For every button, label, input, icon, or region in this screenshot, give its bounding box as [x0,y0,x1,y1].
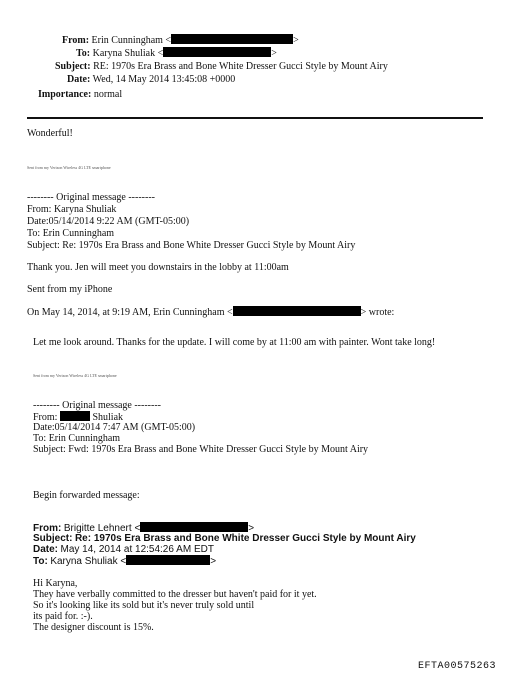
header-subject-row [55,60,388,73]
reply-body: Wonderful! [27,128,73,139]
header-from-label: From: [62,35,90,46]
header-to-row [76,47,277,60]
forwarded-line: So it's looking like its sold but it's never truly sold until [33,600,255,611]
forwarded-subject-row [33,533,416,544]
forwarded-line: its paid for. :-). [33,611,93,622]
forwarded-from-value: Brigitte Lehnert < [63,523,141,534]
forwarded-body [33,578,317,633]
orig2-separator: -------- Original message -------- [33,400,161,411]
orig1-separator: -------- Original message -------- [27,192,155,203]
forwarded-date-label: Date: [33,544,59,555]
forwarded-date-value: May 14, 2014 at 12:54:26 AM EDT [60,544,214,555]
orig1-date: Date:05/14/2014 9:22 AM (GMT-05:00) [27,216,190,227]
reply-signature: Sent from my Verizon Wireless 4G LTE smartphone [27,165,111,170]
redaction-bar [60,411,90,421]
header-from-value: Erin Cunningham < [91,35,172,46]
redaction-bar [171,34,293,44]
forwarded-line: They have verbally committed to the dresser but haven't paid for it yet. [33,589,317,600]
forwarded-line: The designer discount is 15%. [33,622,154,633]
header-to-label: To: [76,48,91,59]
wrote-suffix: > wrote: [360,307,395,318]
orig1-to: To: Erin Cunningham [27,228,115,239]
orig2-subject: Subject: Fwd: 1970s Era Brass and Bone White Dresser Gucci Style by Mount Airy [33,444,369,455]
orig2-date: Date:05/14/2014 7:47 AM (GMT-05:00) [33,422,196,433]
orig2-from-prefix: From: [33,412,58,423]
header-importance-label: Importance: [38,89,92,100]
header-importance-value: normal [93,89,123,100]
orig1-sent-from: Sent from my iPhone [27,284,113,295]
quoted1-signature: Sent from my Verizon Wireless 4G LTE smartphone [33,373,117,378]
forwarded-subject-label: Subject: [33,533,73,544]
forwarded-to-value: Karyna Shuliak < [50,556,127,567]
redaction-bar [126,555,210,565]
header-date-row [67,73,235,86]
header-date-value: Wed, 14 May 2014 13:45:08 +0000 [92,74,236,85]
forwarded-to-close: > [210,556,217,567]
forwarded-subject-value: Re: 1970s Era Brass and Bone White Dresser Gucci Style by Mount Airy [74,533,416,544]
header-divider [27,117,483,119]
orig2-from-suffix: Shuliak [92,412,124,423]
header-importance-row [38,88,122,101]
forwarded-date-row [33,544,214,555]
header-date-label: Date: [67,74,91,85]
header-subject-label: Subject: [55,61,91,72]
redaction-bar [163,47,271,57]
forwarded-from-label: From: [33,523,62,534]
orig2-to: To: Erin Cunningham [33,433,121,444]
redaction-bar [233,306,361,316]
orig1-from: From: Karyna Shuliak [27,204,117,215]
forwarded-intro: Begin forwarded message: [33,490,140,501]
forwarded-from-close: > [248,523,255,534]
header-subject-value: RE: 1970s Era Brass and Bone White Dresser Gucci Style by Mount Airy [93,61,388,72]
orig1-body: Thank you. Jen will meet you downstairs in the lobby at 11:00am [27,262,289,273]
orig1-wrote-line [27,306,394,319]
forwarded-line: Hi Karyna, [33,578,78,589]
document-id: EFTA00575263 [418,661,497,672]
header-to-close: > [271,48,277,59]
forwarded-to-label: To: [33,556,48,567]
header-from-row [62,34,299,47]
header-to-value: Karyna Shuliak < [92,48,164,59]
wrote-prefix: On May 14, 2014, at 9:19 AM, Erin Cunningham < [27,307,233,318]
redaction-bar [140,522,248,532]
orig1-subject: Subject: Re: 1970s Era Brass and Bone White Dresser Gucci Style by Mount Airy [27,240,356,251]
header-from-close: > [293,35,299,46]
forwarded-to-row [33,555,216,567]
quoted1-body: Let me look around. Thanks for the update. I will come by at 11:00 am with painter. Wont take long! [33,337,436,348]
